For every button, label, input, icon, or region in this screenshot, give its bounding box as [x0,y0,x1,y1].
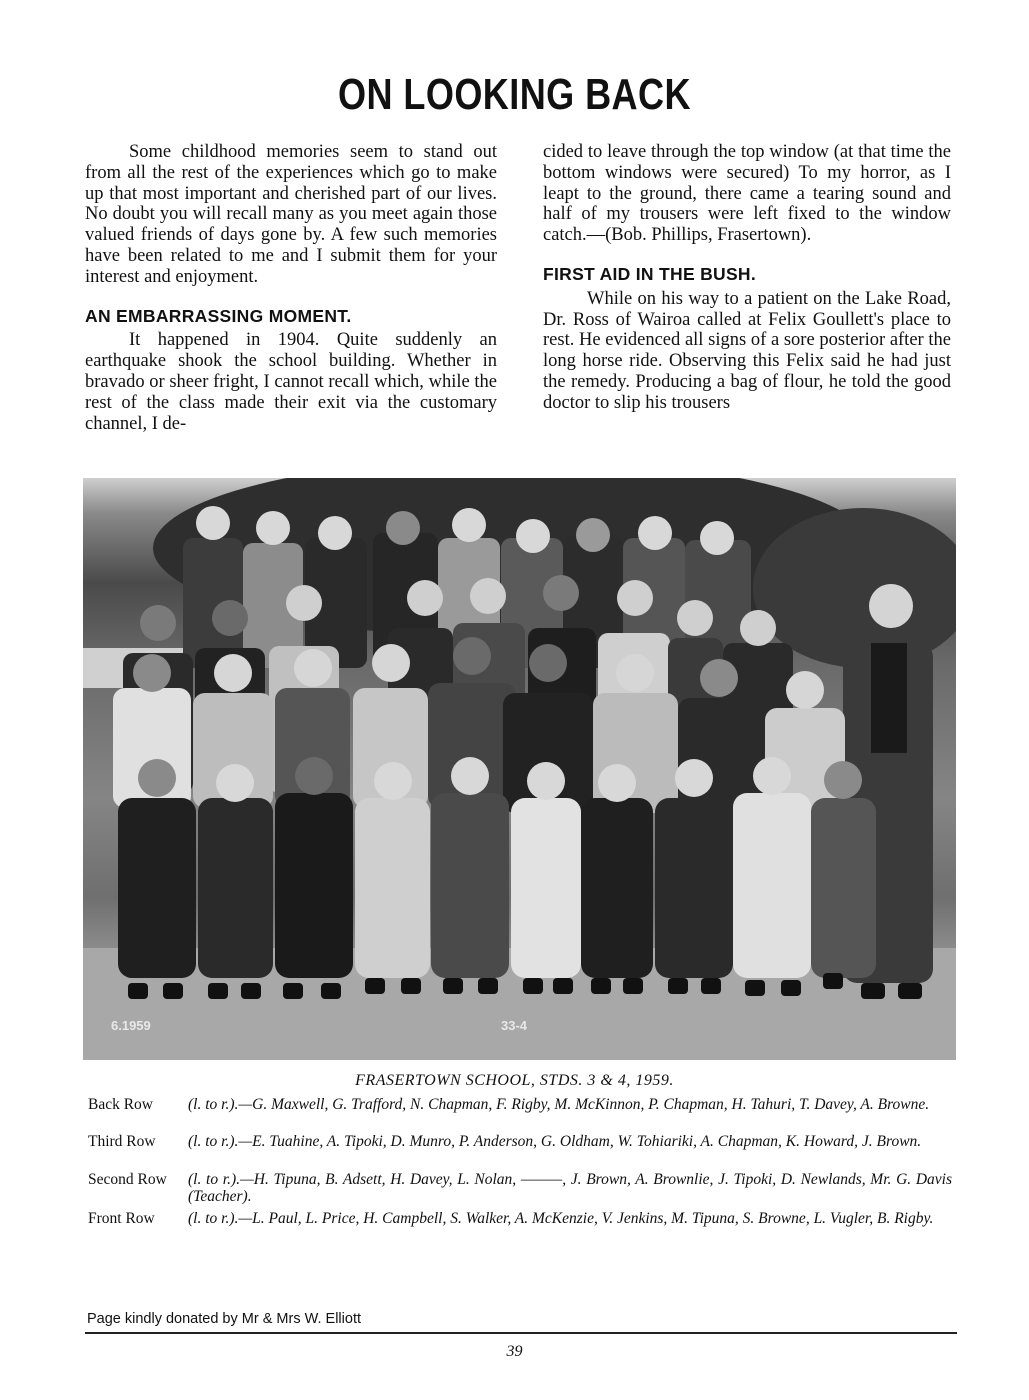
photo-mark-right: 33-4 [501,1018,528,1033]
section-heading-embarrassing-moment: AN EMBARRASSING MOMENT. [85,305,352,326]
caption-row-label: Back Row [88,1096,154,1113]
caption-row-names: (l. to r.).—G. Maxwell, G. Trafford, N. Chapman, F. Rigby, M. McKinnon, P. Chapman, H. Tahuri, T. Davey, A. Browne. [188,1096,930,1113]
left-column [85,142,497,434]
caption-row-names: (l. to r.).—E. Tuahine, A. Tipoki, D. Munro, P. Anderson, G. Oldham, W. Tohiariki, A. Chapman, K. Howard, J. Brown. [188,1133,922,1150]
continued-paragraph: cided to leave through the top window (at that time the bottom windows were secured) To my horror, as I leapt to the ground, there came a tearing sound and half of my trousers were left fixed to the window catch.—(Bob. Phillips, Frasertown). [543,142,951,246]
caption-row-names: (l. to r.).—H. Tipuna, B. Adsett, H. Davey, L. Nolan, ———, J. Brown, A. Brownlie, J. Tipoki, D. Newlands, Mr. G. Davis (Teacher). [188,1171,952,1205]
photo-mark-left: 6.1959 [111,1018,151,1033]
embarrassing-moment-paragraph: It happened in 1904. Quite suddenly an earthquake shook the school building. Whether in bravado or sheer fright, I cannot recall which, while the rest of the class made their exit via the customary channel, I de- [85,330,497,434]
caption-row-label: Third Row [88,1133,156,1150]
intro-paragraph: Some childhood memories seem to stand out from all the rest of the experiences which go to make up that most important and cherished part of our lives. No doubt you will recall many as you meet again those valued friends of days gone by. A few such memories have been related to me and I submit them for your interest and enjoyment. [85,142,497,287]
donation-note: Page kindly donated by Mr & Mrs W. Elliott [87,1311,361,1327]
section-heading-first-aid: FIRST AID IN THE BUSH. [543,263,757,284]
class-photograph [83,478,956,1060]
caption-row-label: Second Row [88,1171,167,1188]
footer-divider [85,1332,957,1334]
page-number: 39 [506,1343,523,1360]
caption-row-label: Front Row [88,1210,155,1227]
caption-row-names: (l. to r.).—L. Paul, L. Price, H. Campbell, S. Walker, A. McKenzie, V. Jenkins, M. Tipuna, S. Browne, L. Vugler, B. Rigby. [188,1210,934,1227]
page-title: ON LOOKING BACK [338,70,691,119]
right-column [543,142,951,414]
photo-caption-title: FRASERTOWN SCHOOL, STDS. 3 & 4, 1959. [355,1072,674,1089]
first-aid-paragraph: While on his way to a patient on the Lake Road, Dr. Ross of Wairoa called at Felix Goullett's place to rest. He evidenced all signs of a sore posterior after the long horse ride. Observing this Felix said he had just the remedy. Producing a bag of flour, he told the good doctor to slip his trousers [543,288,951,413]
class-photograph-figures [83,478,956,1060]
